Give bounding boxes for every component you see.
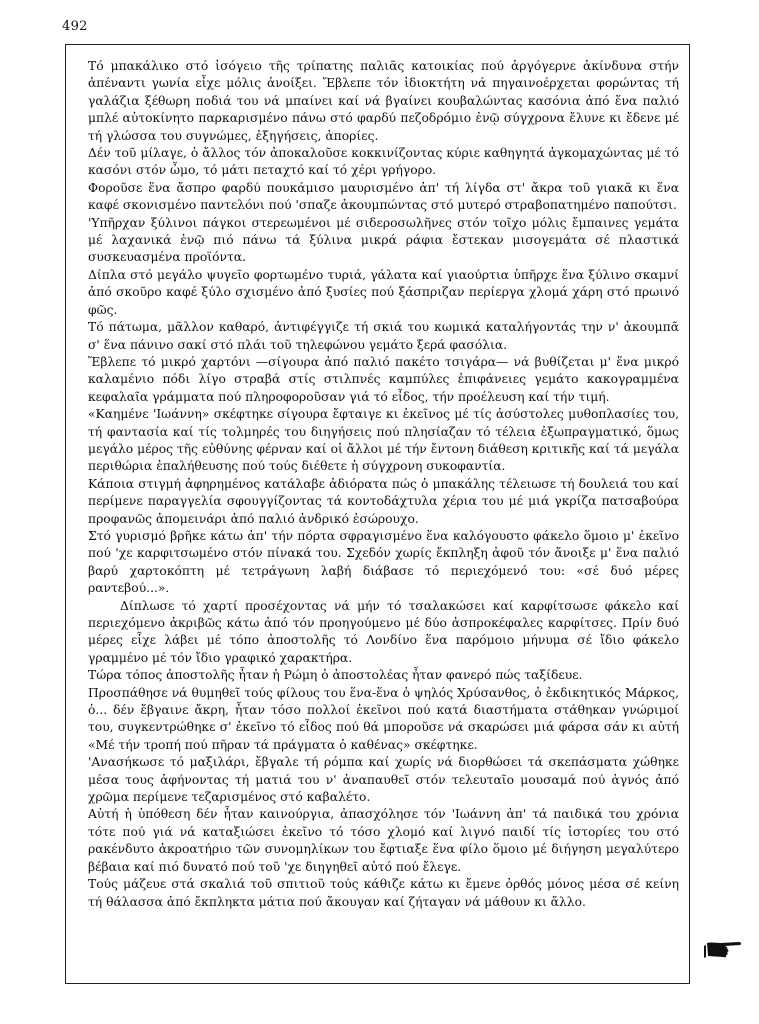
paragraph: Φοροῦσε ἕνα ἄσπρο φαρδύ πουκάμισο μαυρισμένο ἀπ' τή λίγδα στ' ἄκρα τοῦ γιακᾶ κι ἕνα καφέ σκονισμένο παντελόνι πού 'σπαζε ἀκουμπώντας στό μυτερό στραβοπατημένο παπούτσι. [88, 180, 679, 213]
body-text [88, 58, 679, 911]
paragraph: Τό πάτωμα, μᾶλλον καθαρό, ἀντιφέγγιζε τή σκιά του κωμικά καταλήγοντάς την ν' ἀκουμπᾶ σ' ἕνα πάνινο σακί στό πλάι τοῦ τηλεφώνου γεμάτο ξερά φασόλια. [88, 320, 679, 352]
paragraph: Κάποια στιγμή ἀφηρημένος κατάλαβε ἀδιόρατα πώς ὁ μπακάλης τέλειωσε τή δουλειά του καί περίμενε παραγγελία σφουγγίζοντας τά κοντοδάχτυλα χέρια του μέ μιά γκρίζα πατσαβούρα προφανῶς ἀπομεινάρι ἀπό παλιό ἀνδρικό ἐσώρουχο. [88, 476, 679, 526]
paragraph: Δέν τοῦ μίλαγε, ὁ ἄλλος τόν ἀποκαλοῦσε κοκκινίζοντας κύριε καθηγητά ἀγκομαχώντας μέ τό κασόνι στόν ὦμο, τό μάτι πεταχτό καί τό χέρι γρήγορο. [88, 146, 679, 178]
pointing-hand-icon [703, 937, 743, 963]
paragraph: «Καημένε 'Ιωάννη» σκέφτηκε σίγουρα ἔφταιγε κι ἐκεῖνος μέ τίς ἀσύστολες μυθοπλασίες του, τή φαντασία καί τίς τολμηρές του διηγήσεις πού πλησίαζαν τό τέλεια ἐξωπραγματικό, ὅμως μεγάλο μέρος τῆς εὐθύνης φέρναν καί οἱ ἄλλοι μέ τήν ἔντονη διάθεση κριτικῆς καί τά μεγάλα περιθώρια ἐπαλήθευσης πού τούς διέθετε ἡ σύγχρονη συκοφαντία. [88, 407, 679, 474]
paragraph: Αὐτή ἡ ὑπόθεση δέν ἦταν καινούργια, ἀπασχόλησε τόν 'Ιωάννη ἀπ' τά παιδικά του χρόνια τότε πού γιά νά καταξιώσει ἐκεῖνο τό τόσο χλομό καί λιγνό παιδί τίς ἱστορίες του στό ρακένδυτο ἀκροατήριο τῶν συνομηλίκων του ἔφτιαξε ἕνα φίλο ὅμοιο μέ διήγηση μεγαλύτερο βέβαια καί πιό δυνατό πού τοῦ 'χε διηγηθεῖ αὐτό πού ἔλεγε. [88, 807, 679, 874]
paragraph: 'Υπῆρχαν ξύλινοι πάγκοι στερεωμένοι μέ σιδεροσωλῆνες στόν τοῖχο μόλις ἔμπαινες γεμάτα μέ λαχανικά ἐνῷ πιό πάνω τά ξύλινα μικρά ράφια ἔστεκαν μισογεμάτα σέ πλαστικά συσκευασμένα προϊόντα. [88, 215, 679, 265]
paragraph: Στό γυρισμό βρῆκε κάτω ἀπ' τήν πόρτα σφραγισμένο ἕνα καλόγουστο φάκελο ὅμοιο μ' ἐκεῖνο πού 'χε καρφιτσωμένο στόν πίνακά του. Σχεδόν χωρίς ἔκπληξη ἀφοῦ τόν ἄνοιξε μ' ἕνα παλιό βαρύ χαρτοκόπτη μέ τετράγωνη λαβή διάβασε τό περιεχόμενό του: «σέ δυό μέρες ραντεβού...». [88, 528, 679, 596]
paragraph: Τούς μάζευε στά σκαλιά τοῦ σπιτιοῦ τούς κάθιζε κάτω κι ἔμενε ὀρθός μόνος μέσα σέ κείνη τή θάλασσα ἀπό ἔκπληκτα μάτια πού ἄκουγαν καί ζήταγαν νά μάθουν κι ἄλλο. [88, 877, 679, 909]
paragraph: Τό μπακάλικο στό ἰσόγειο τῆς τρίπατης παλιᾶς κατοικίας πού ἀργόγερνε ἀκίνδυνα στήν ἀπέναντι γωνία εἶχε μόλις ἀνοίξει. Ἔβλεπε τόν ἰδιοκτήτη νά πηγαινοέρχεται φορώντας τή γαλάζια ξέθωρη ποδιά του νά μπαίνει καί νά βγαίνει κουβαλώντας κασόνια ἀπό ἕνα παλιό μπλέ αὐτοκίνητο παρκαρισμένο πάνω στό φαρδύ πεζοδρόμιο ἐνῷ σύγχρονα ἔλυνε κι ἔδενε μέ τή γλώσσα του συγνώμες, ἐξηγήσεις, ἀπορίες. [88, 59, 679, 143]
paragraph: Δίπλωσε τό χαρτί προσέχοντας νά μήν τό τσαλακώσει καί καρφίτσωσε φάκελο καί περιεχόμενο ἀκριβῶς κάτω ἀπό τόν προηγούμενο μέ δύο ἀσπροκέφαλες καρφίτσες. Πρίν δυό μέρες εἶχε λάβει μέ τόπο ἀποστολῆς τό Λονδίνο ἕνα παρόμοιο μήνυμα σέ ἴδιο φάκελο γραμμένο μέ τόν ἴδιο γραφικό χαρακτήρα. [88, 598, 679, 665]
paragraph: Ἔβλεπε τό μικρό χαρτόνι —σίγουρα ἀπό παλιό πακέτο τσιγάρα— νά βυθίζεται μ' ἕνα μικρό καλαμένιο πόδι λίγο στραβά στίς στιλπνές καμπύλες ἐπιφάνειες γεμάτο κακογραμμένα κεφαλαῖα γράμματα πού πληροφοροῦσαν γιά τό εἶδος, τήν προέλευση καί τήν τιμή. [88, 354, 679, 404]
page-number: 492 [62, 19, 88, 34]
paragraph: Προσπάθησε νά θυμηθεῖ τούς φίλους του ἕνα-ἕνα ὁ ψηλός Χρύσανθος, ὁ ἐκδικητικός Μάρκος, ὁ... δέν ἔβγαινε ἄκρη, ἦταν τόσο πολλοί ἐκεῖνοι πού κατά διαστήματα στάθηκαν γνώριμοί του, συγκεντρώθηκε σ' ἐκεῖνο τό εἶδος πού θά μποροῦσε νά σκαρώσει μιά φάρσα σάν κι αὐτή «Μέ τήν τροπή πού πῆραν τά πράγματα ὁ καθένας» σκέφτηκε. [88, 685, 679, 752]
paragraph: 'Ανασήκωσε τό μαξιλάρι, ἔβγαλε τή ρόμπα καί χωρίς νά διορθώσει τά σκεπάσματα χώθηκε μέσα τους ἀφήνοντας τή ματιά του ν' ἀναπαυθεῖ στόν τελευταῖο μουσαμά πού ἁγνός ἀπό χρῶμα περίμενε τεζαρισμένος στό καβαλέτο. [88, 755, 679, 805]
paragraph: Τώρα τόπος ἀποστολῆς ἦταν ἡ Ρώμη ὁ ἀποστολέας ἦταν φανερό πώς ταξίδευε. [88, 668, 583, 683]
paragraph: Δίπλα στό μεγάλο ψυγεῖο φορτωμένο τυριά, γάλατα καί γιαούρτια ὑπῆρχε ἕνα ξύλινο σκαμνί ἀπό σκοῦρο καφέ ξύλο σχισμένο ἀπό ξυσίες πού ξάσπριζαν περίεργα χλομά χάρη στό πρωινό φῶς. [88, 267, 679, 317]
